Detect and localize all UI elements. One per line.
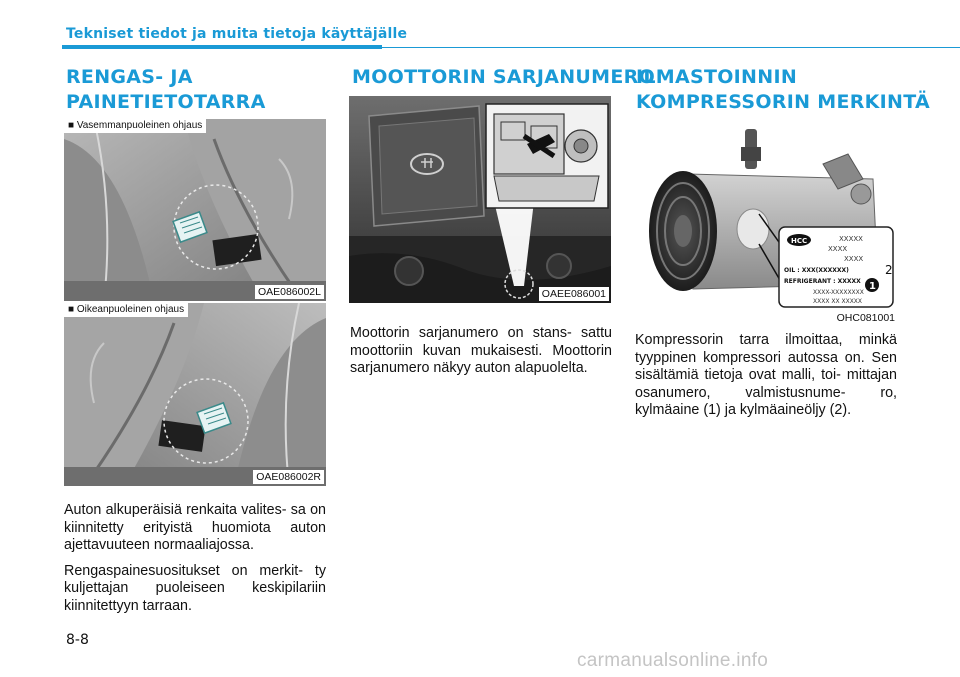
label-line-refrigerant: REFRIGERANT : XXXXX xyxy=(784,278,861,285)
engine-section-text xyxy=(350,325,612,378)
tire-heading-line2: PAINETIETOTARRA xyxy=(66,91,266,113)
ac-section-text xyxy=(635,332,897,420)
engine-section-heading: MOOTTORIN SARJANUMERO xyxy=(352,66,656,88)
ac-heading-line1: ILMASTOINNIN xyxy=(636,66,798,88)
figure-caption-lhd: ■ Vasemmanpuoleinen ohjaus xyxy=(64,119,206,133)
tire-section-heading xyxy=(66,65,266,115)
label-line-3: XXXX xyxy=(844,255,864,263)
ac-compressor-figure xyxy=(633,119,897,325)
page-number: 8-8 xyxy=(66,632,89,648)
engine-bay-illustration xyxy=(349,96,611,303)
tire-heading-line1: RENGAS- JA xyxy=(66,66,193,88)
tire-label-figure-rhd xyxy=(64,303,326,486)
tire-paragraph-1: Auton alkuperäisiä renkaita valites- sa on kiinnitetty erityistä huomiota auton ajettavuuteen normaaliajossa. xyxy=(64,502,326,553)
door-pillar-illustration-lhd xyxy=(64,119,326,301)
ac-paragraph: Kompressorin tarra ilmoittaa, minkä tyyppinen kompressori autossa on. Sen sisältämiä tietoja ovat malli, toi- mittajan osanumero, valmistusnume- ro, kylmäaine (1) ja kylmäaineöljy (2). xyxy=(635,332,897,418)
label-line-7: XXXX XX XXXXX xyxy=(813,298,863,305)
tire-section-text xyxy=(64,502,326,615)
svg-text:HCC: HCC xyxy=(791,237,808,245)
ac-section-heading xyxy=(636,65,930,115)
tire-label-figure-lhd xyxy=(64,119,326,301)
label-line-oil: OIL : XXX(XXXXXX) xyxy=(784,267,849,274)
compressor-illustration xyxy=(633,119,897,309)
chapter-title: Tekniset tiedot ja muita tietoja käyttäjälle xyxy=(66,26,408,42)
label-line-2: XXXX xyxy=(828,245,848,253)
tire-paragraph-2: Rengaspainesuositukset on merkit- ty kuljettajan puoleiseen keskipilariin kiinnitettyyn tarraan. xyxy=(64,562,326,614)
figure-code-lhd: OAE086002L xyxy=(255,285,324,299)
figure-code-rhd: OAE086002R xyxy=(253,470,324,484)
figure-code-compressor: OHC081001 xyxy=(836,312,895,324)
callout-2: 2 xyxy=(885,263,893,277)
header-rule-thin xyxy=(382,47,960,48)
label-line-6: XXXX-XXXXXXXX xyxy=(813,289,864,296)
ac-heading-line2: KOMPRESSORIN MERKINTÄ xyxy=(636,91,931,113)
figure-code-engine: OAEE086001 xyxy=(539,287,609,301)
figure-caption-rhd: ■ Oikeanpuoleinen ohjaus xyxy=(64,303,188,317)
callout-1: 1 xyxy=(869,281,876,292)
engine-number-figure xyxy=(349,96,611,303)
engine-paragraph: Moottorin sarjanumero on stans- sattu moottoriin kuvan mukaisesti. Moottorin sarjanumero näkyy auton alapuolelta. xyxy=(350,325,612,376)
watermark: carmanualsonline.info xyxy=(577,650,769,671)
header-rule-thick xyxy=(62,45,382,49)
label-line-1: XXXXX xyxy=(839,235,863,243)
door-pillar-illustration-rhd xyxy=(64,303,326,486)
